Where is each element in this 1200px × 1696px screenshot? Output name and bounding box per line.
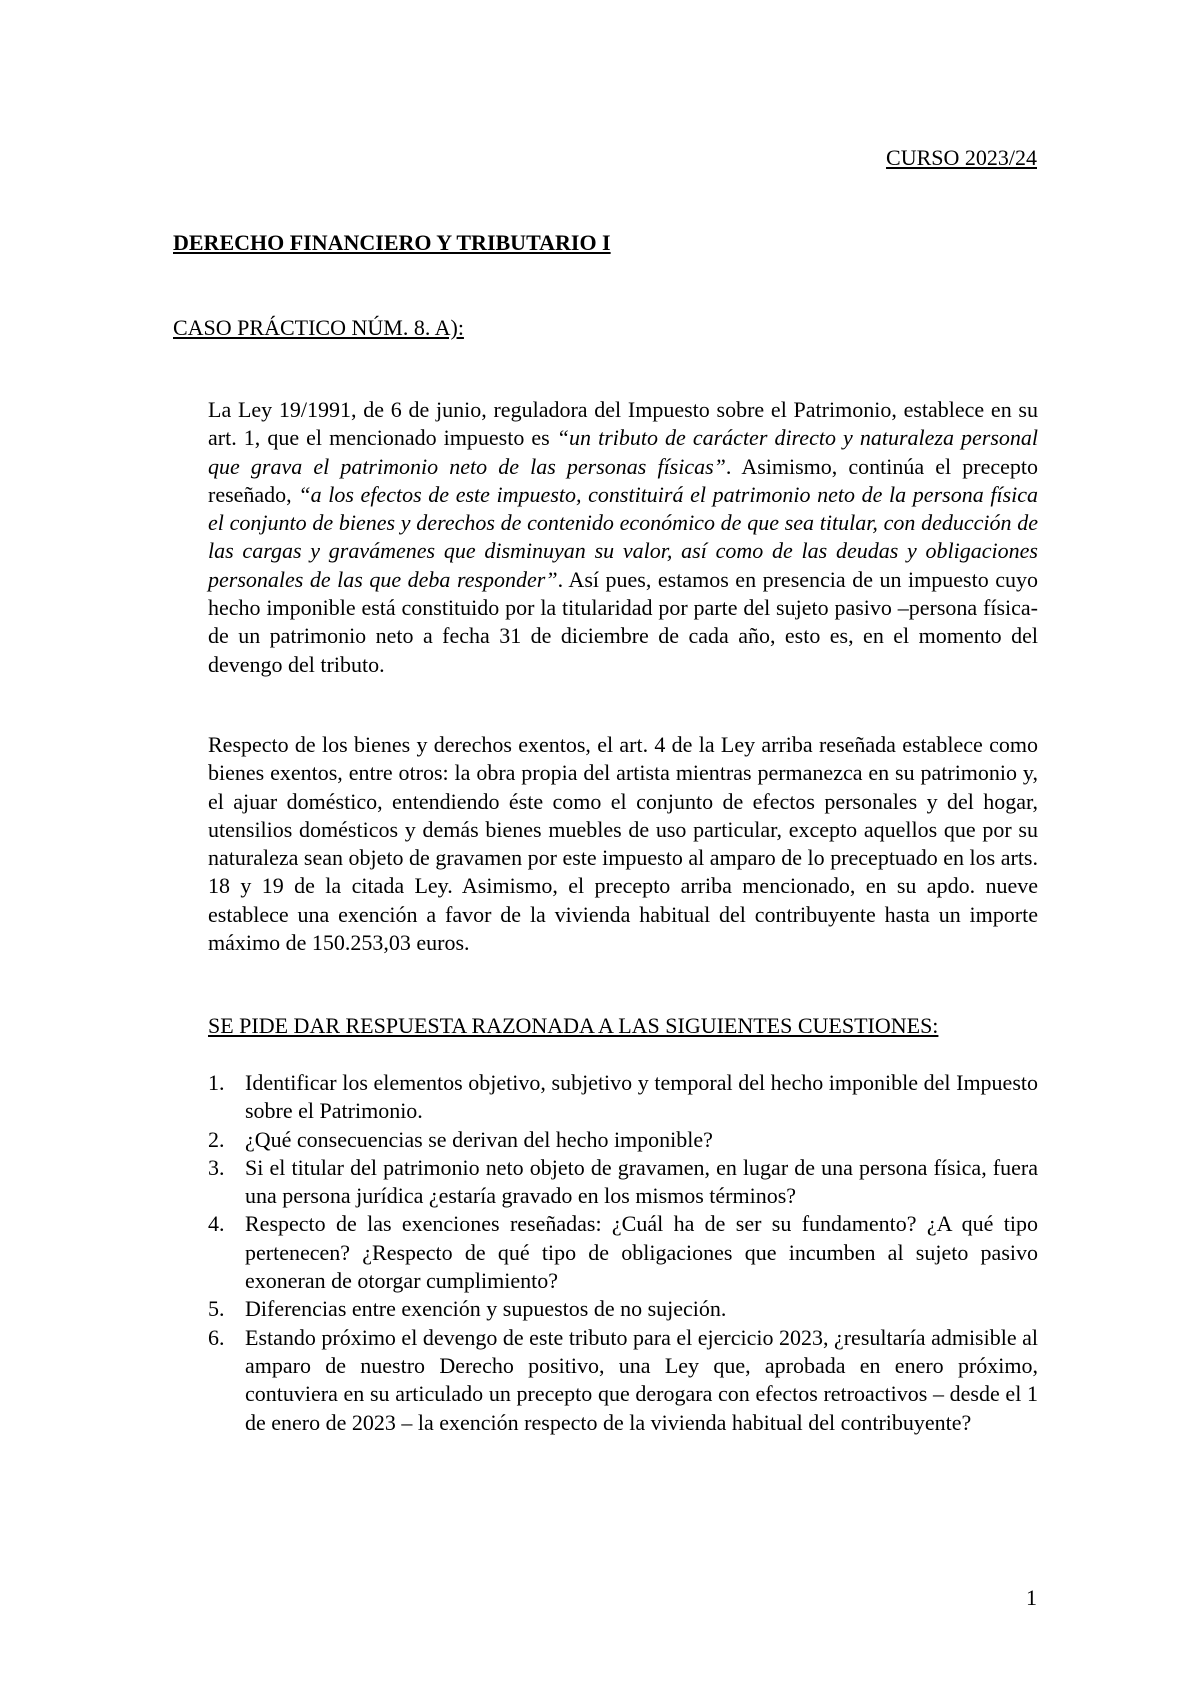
- question-number: 6.: [208, 1324, 225, 1350]
- intro-text-2: . Asimismo, continúa el precepto reseñado,: [208, 453, 1038, 507]
- list-item: [208, 1210, 1038, 1295]
- list-item: [208, 1154, 1038, 1211]
- intro-quote-2: “a los efectos de este impuesto, constituirá el patrimonio neto de la persona física el conjunto de bienes y derechos de contenido económico de que sea titular, con deducción de las cargas y gravámenes que disminuyan su valor, así como de las deudas y obligaciones personales de las que deba responder”: [208, 481, 1039, 592]
- question-number: 1.: [208, 1070, 225, 1095]
- question-text: Diferencias entre exención y supuestos de no sujeción.: [245, 1296, 727, 1322]
- question-number: 2.: [208, 1126, 225, 1152]
- course-label: CURSO 2023/24: [886, 145, 1037, 170]
- exemptions-paragraph: [208, 731, 1038, 957]
- list-item: [208, 1126, 1038, 1154]
- questions-list: [208, 1069, 1038, 1437]
- exemptions-text: Respecto de los bienes y derechos exentos, el art. 4 de la Ley arriba reseñada establece como bienes exentos, entre otros: la obra propia del artista mientras permanezca en su patrimonio y, el ajuar doméstico, entendiendo éste como el conjunto de efectos personales y del hogar, utensilios domésticos y demás bienes muebles de uso particular, excepto aquellos que por su naturaleza sean objeto de gravamen por este impuesto al amparo de lo preceptuado en los arts. 18 y 19 de la citada Ley. Asimismo, el precepto arriba mencionado, en su apdo. nueve establece una exención a favor de la vivienda habitual del contribuyente hasta un importe máximo de 150.253,03 euros.: [208, 732, 1038, 956]
- intro-quote-1: “un tributo de carácter directo y naturaleza personal que grava el patrimonio neto de las personas físicas”: [208, 425, 1038, 479]
- list-item: [208, 1324, 1038, 1437]
- question-text: Respecto de las exenciones reseñadas: ¿Cuál ha de ser su fundamento? ¿A qué tipo pertenecen? ¿Respecto de qué tipo de obligaciones que incumben al sujeto pasivo exoneran de otorgar cumplimiento?: [245, 1211, 1038, 1294]
- question-number: 3.: [208, 1154, 225, 1180]
- page-number: 1: [1026, 1585, 1037, 1610]
- intro-text-1: La Ley 19/1991, de 6 de junio, reguladora del Impuesto sobre el Patrimonio, establece en su art. 1, que el mencionado impuesto es: [208, 397, 1038, 451]
- question-text: Identificar los elementos objetivo, subjetivo y temporal del hecho imponible del Impuesto sobre el Patrimonio.: [245, 1070, 1038, 1124]
- subject-title: DERECHO FINANCIERO Y TRIBUTARIO I: [173, 230, 611, 255]
- list-item: [208, 1069, 1038, 1126]
- case-title: CASO PRÁCTICO NÚM. 8. A):: [173, 315, 464, 340]
- question-text: ¿Qué consecuencias se derivan del hecho imponible?: [245, 1126, 713, 1152]
- question-number: 4.: [208, 1211, 225, 1237]
- request-heading: SE PIDE DAR RESPUESTA RAZONADA A LAS SIGUIENTES CUESTIONES:: [208, 1013, 939, 1038]
- intro-paragraph: [208, 396, 1038, 679]
- intro-text-3: . Así pues, estamos en presencia de un impuesto cuyo hecho imponible está constituido por la titularidad por parte del sujeto pasivo –persona física- de un patrimonio neto a fecha 31 de diciembre de cada año, esto es, en el momento del devengo del tributo.: [208, 566, 1038, 677]
- question-number: 5.: [208, 1296, 225, 1322]
- question-text: Estando próximo el devengo de este tributo para el ejercicio 2023, ¿resultaría admisible al amparo de nuestro Derecho positivo, una Ley que, aprobada en enero próximo, contuviera en su articulado un precepto que derogara con efectos retroactivos – desde el 1 de enero de 2023 – la exención respecto de la vivienda habitual del contribuyente?: [245, 1324, 1038, 1435]
- question-text: Si el titular del patrimonio neto objeto de gravamen, en lugar de una persona física, fuera una persona jurídica ¿estaría gravado en los mismos términos?: [245, 1154, 1038, 1209]
- list-item: [208, 1295, 1038, 1323]
